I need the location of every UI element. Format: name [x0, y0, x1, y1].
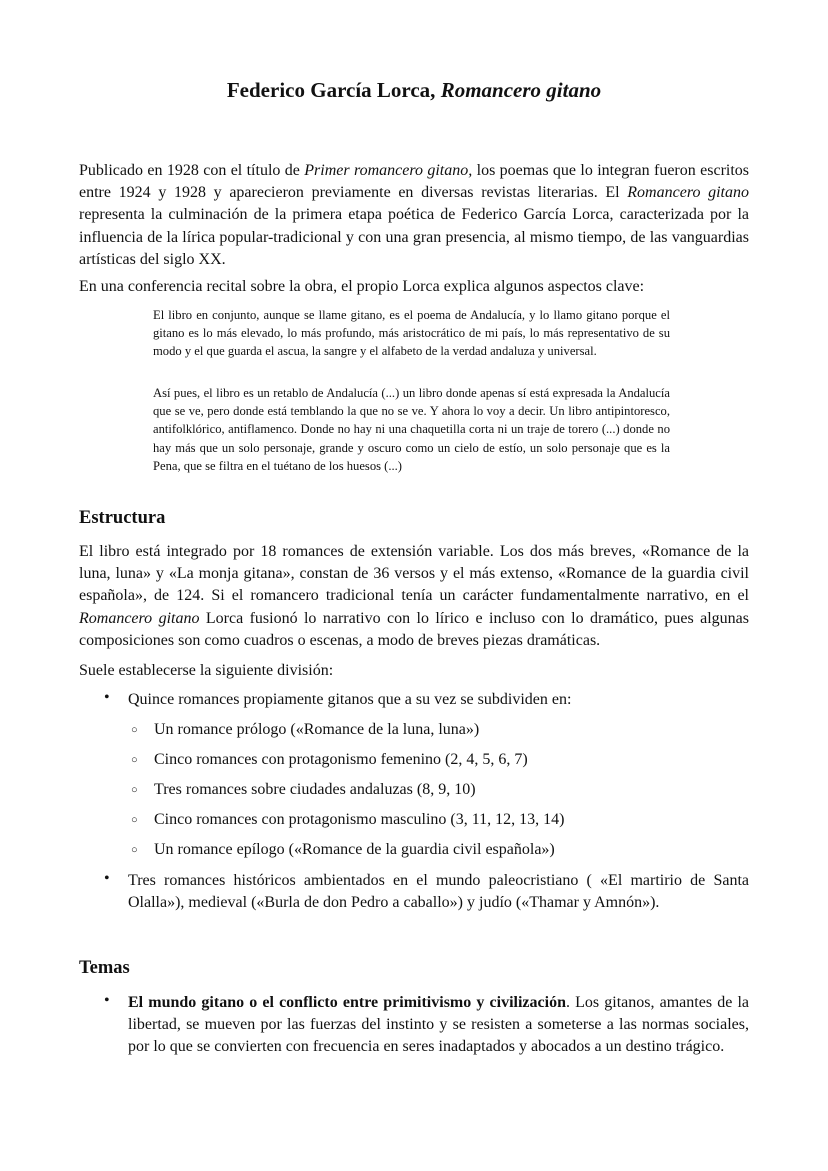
sub-bullet-icon: ○ [131, 724, 138, 736]
sub-bullet-icon: ○ [131, 814, 138, 826]
bullet-icon: • [104, 870, 110, 887]
heading-estructura: Estructura [79, 508, 166, 528]
italic-run: Primer romancero gitano, [304, 162, 473, 179]
list-item: Quince romances propiamente gitanos que a su vez se subdividen en: [128, 691, 572, 708]
sub-list-item: Cinco romances con protagonismo masculino (3, 11, 12, 13, 14) [154, 811, 565, 828]
sub-bullet-icon: ○ [131, 784, 138, 796]
text-run: los poemas que lo integran fueron escritos entre 1924 y 1928 y aparecieron previamente en diversas revistas literarias. El [79, 162, 750, 202]
sub-bullet-icon: ○ [131, 754, 138, 766]
text-run: representa la culminación de la primera etapa poética de Federico García Lorca, caracterizada por la influencia de la lírica popular-tradicional y con una gran presencia, al mismo tiempo, de las vanguardias artísticas del siglo XX. [79, 206, 749, 268]
title-author: Federico García Lorca, [226, 78, 441, 102]
text-run: El libro está integrado por 18 romances de extensión variable. Los dos más breves, «Romance de la luna, luna» y «La monja gitana», constan de 36 versos y el más extenso, «Romance de la guardia civil española», de 124. Si el romancero tradicional tenía un carácter fundamentalmente narrativo, en el [79, 543, 749, 605]
quote-block-1: El libro en conjunto, aunque se llame gitano, es el poema de Andalucía, y lo llamo gitano porque el gitano es lo más elevado, lo más profundo, más aristocrático de mi país, lo más representativo de su modo y el que guarda el ascua, la sangre y el alfabeto de la verdad andaluza y universal. [153, 308, 670, 359]
text-run: Publicado en 1928 con el título de [79, 162, 305, 179]
quote-block-2: Así pues, el libro es un retablo de Andalucía (...) un libro donde apenas sí está expresada la Andalucía que se ve, pero donde está temblando la que no se ve. Y ahora lo voy a decir. Un libro antipintoresco, antifolklórico, antiflamenco. Donde no hay ni una chaquetilla corta ni un traje de torero (...) donde no hay más que un solo personaje, grande y oscuro como un cielo de estío, un solo personaje que es la Pena, que se filtra en el tuétano de los huesos (...) [153, 386, 670, 473]
list-item: Tres romances históricos ambientados en el mundo paleocristiano ( «El martirio de Santa Olalla»), medieval («Burla de don Pedro a caballo») y judío («Thamar y Amnón»). [128, 872, 749, 912]
intro-paragraph [79, 160, 749, 271]
bullet-icon: • [104, 689, 110, 706]
list-item [128, 992, 749, 1059]
sub-list-item: Tres romances sobre ciudades andaluzas (8, 9, 10) [154, 781, 476, 798]
bold-run: El mundo gitano o el conflicto entre primitivismo y civilización [128, 994, 566, 1011]
sub-list-item: Un romance epílogo («Romance de la guardia civil española») [154, 841, 555, 858]
heading-temas: Temas [79, 958, 130, 978]
sub-bullet-icon: ○ [131, 844, 138, 856]
bullet-icon: • [104, 992, 110, 1009]
italic-run: Romancero gitano [79, 609, 200, 627]
text-run: . Los gitanos, amantes de la libertad, se mueven por las fuerzas del instinto y se resisten a someterse a las normas sociales, por lo que se convierten con frecuencia en seres inadaptados y abocados a un destino trágico. [128, 994, 749, 1056]
intro-lead-paragraph: En una conferencia recital sobre la obra, el propio Lorca explica algunos aspectos clave: [79, 278, 645, 295]
italic-run: Romancero gitano [627, 184, 750, 202]
title-work: Romancero gitano [440, 78, 602, 102]
text-run: Lorca fusionó lo narrativo con lo lírico e incluso con lo dramático, pues algunas composiciones son como cuadros o escenas, a modo de breves piezas dramáticas. [79, 609, 749, 649]
sub-list-item: Un romance prólogo («Romance de la luna, luna») [154, 721, 480, 738]
sub-list-item: Cinco romances con protagonismo femenino (2, 4, 5, 6, 7) [154, 751, 528, 768]
division-lead: Suele establecerse la siguiente división: [79, 662, 334, 679]
document-title [0, 78, 828, 103]
estructura-paragraph [79, 541, 749, 652]
